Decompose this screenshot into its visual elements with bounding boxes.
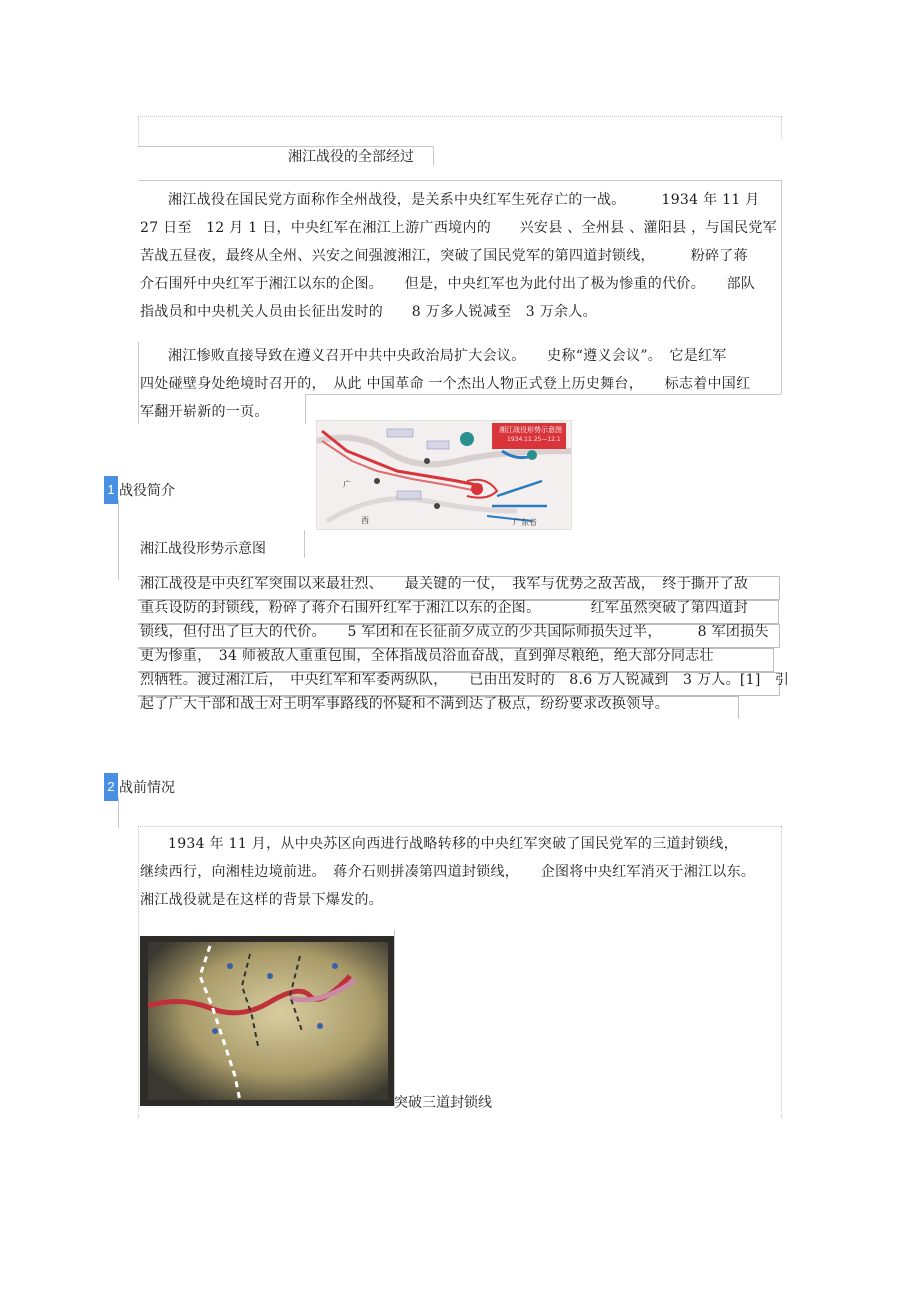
map-label: 广东省 [513,518,537,527]
section-number: 1 [104,476,118,504]
campaign-map-image [316,420,572,530]
section-title: 战役简介 [119,483,175,499]
text-line: 介石围歼中央红军于湘江以东的企图。 但是，中央红军也为此付出了极为惨重的代价。 部队 [140,276,756,292]
map-label: 西 [361,516,369,525]
text-line: 湘江惨败直接导致在遵义召开中共中央政治局扩大会议。 史称“遵义会议”。 它是红军 [168,348,727,364]
text-line: 湘江战役就是在这样的背景下爆发的。 [140,892,384,908]
section2-body [140,830,755,914]
map-label: 广 [343,480,351,489]
text-line: 苦战五昼夜，最终从全州、兴安之间强渡湘江，突破了国民党军的第四道封锁线， 粉碎了蒋 [140,248,748,264]
section-title: 战前情况 [119,780,175,796]
text-line: 27 日至 12 月 1 日，中央红军在湘江上游广西境内的 兴安县 、全州县 、灌阳县 ，与国民党军 [140,220,777,236]
section-heading-1 [104,476,175,504]
text-line: 锁线，但付出了巨大的代价。 5 军团和在长征前夕成立的少共国际师损失过半， 8 军团损失 [140,624,769,640]
page-title: 湘江战役的全部经过 [288,149,414,165]
text-line: 湘江战役是中央红军突围以来最壮烈、 最关键的一仗， 我军与优势之敌苦战， 终于撕开了敌 [140,576,749,592]
map-legend-dates: 1934.11.25—12.1 [507,436,561,443]
blockade-photo [140,936,394,1106]
text-line: 湘江战役在国民党方面称作全州战役，是关系中央红军生死存亡的一战。 1934 年 11 月 [168,192,760,208]
photo-caption: 突破三道封锁线 [394,1095,492,1111]
text-line: 重兵设防的封锁线，粉碎了蒋介石围歼红军于湘江以东的企图。 红军虽然突破了第四道封 [140,600,748,616]
map-caption: 湘江战役形势示意图 [140,541,266,557]
intro-paragraph-1 [140,186,777,326]
text-line: 四处碰壁身处绝境时召开的， 从此 中国革命 一个杰出人物正式登上历史舞台， 标志着中国红 [140,376,751,392]
section-heading-2 [104,773,175,801]
text-line: 烈牺牲。渡过湘江后， 中央红军和军委两纵队， 已由出发时的 8.6 万人锐减到 3 万人。[1] 引 [140,672,790,688]
section1-body [140,572,789,716]
intro-paragraph-2 [140,342,750,426]
section-number: 2 [104,773,118,801]
text-line: 1934 年 11 月，从中央苏区向西进行战略转移的中央红军突破了国民党军的三道封锁线， [168,836,738,852]
text-line: 更为惨重， 34 师被敌人重重包围，全体指战员浴血奋战，直到弹尽粮绝，绝大部分同志壮 [140,648,714,664]
map-legend-title: 湘江战役形势示意图 [499,426,562,434]
text-line: 继续西行，向湘桂边境前进。 蒋介石则拼凑第四道封锁线， 企图将中央红军消灭于湘江以东。 [140,864,756,880]
blockade-photo-graphic [140,936,394,1106]
text-line: 军翻开崭新的一页。 [140,404,269,420]
text-line: 起了广大干部和战士对王明军事路线的怀疑和不满到达了极点，纷纷要求改换领导。 [140,696,670,712]
text-line: 指战员和中央机关人员由长征出发时的 8 万多人锐减至 3 万余人。 [140,304,597,320]
